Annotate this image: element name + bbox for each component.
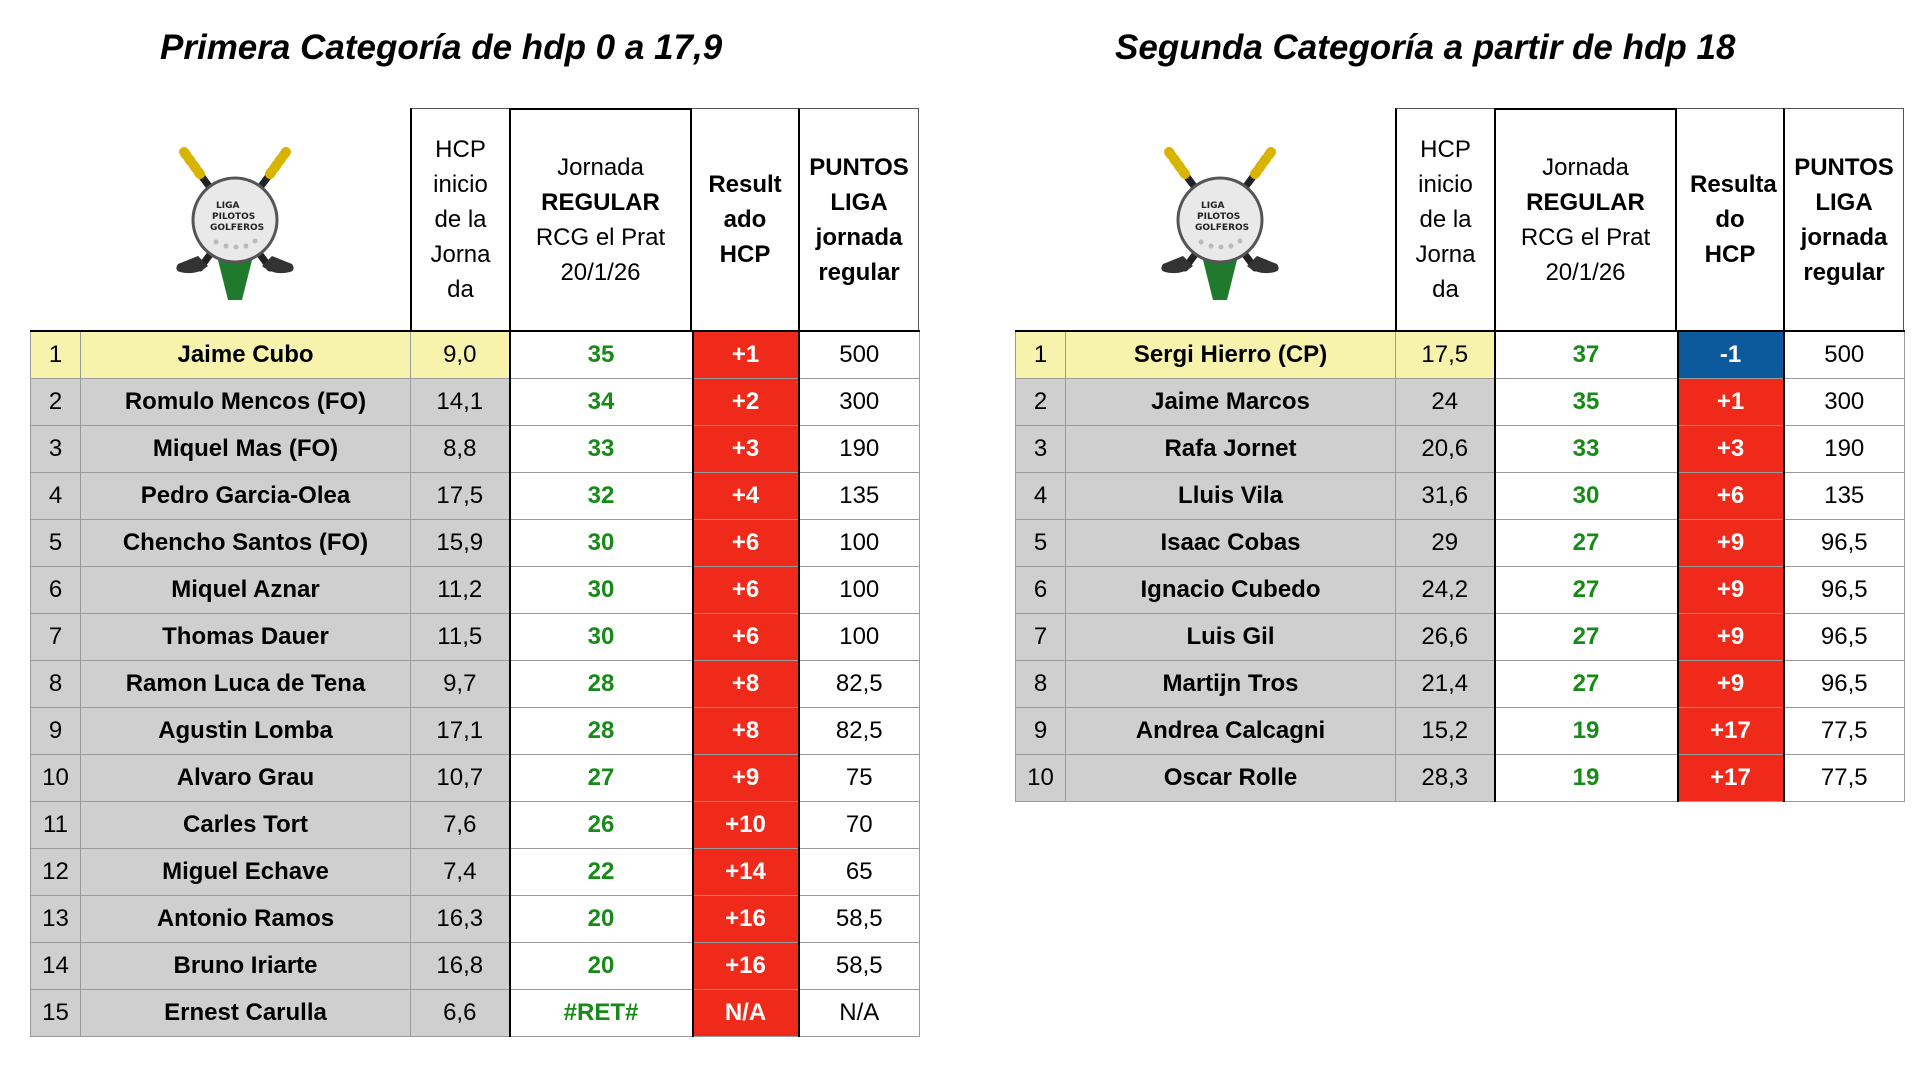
hcp-inicio-cell: 20,6 [1396,425,1495,472]
jornada-score-cell: 20 [510,942,693,989]
table-row [31,707,920,754]
table-row [1016,378,1905,425]
puntos-liga-cell: 70 [799,801,920,848]
position-cell: 8 [1016,660,1066,707]
ranking-table [30,330,920,1037]
hcp-inicio-cell: 31,6 [1396,472,1495,519]
puntos-liga-cell: 82,5 [799,707,920,754]
player-name-cell: Miquel Mas (FO) [81,425,411,472]
player-name-cell: Romulo Mencos (FO) [81,378,411,425]
resultado-hcp-cell: +9 [1678,566,1784,613]
resultado-hcp-cell: +9 [1678,519,1784,566]
puntos-liga-cell: 65 [799,848,920,895]
jornada-score-cell: 30 [510,613,693,660]
puntos-liga-cell: 96,5 [1784,613,1905,660]
table-row [1016,613,1905,660]
puntos-liga-cell: 100 [799,613,920,660]
puntos-liga-cell: N/A [799,989,920,1036]
header-hcp-inicio: HCP inicio de la Jorna da [410,108,509,330]
hcp-inicio-cell: 21,4 [1396,660,1495,707]
table-row [31,378,920,425]
position-cell: 2 [1016,378,1066,425]
hcp-inicio-cell: 11,5 [411,613,510,660]
position-cell: 5 [31,519,81,566]
hcp-inicio-cell: 28,3 [1396,754,1495,801]
table-row [1016,519,1905,566]
table-row [31,425,920,472]
hcp-inicio-cell: 11,2 [411,566,510,613]
position-cell: 4 [31,472,81,519]
position-cell: 2 [31,378,81,425]
position-cell: 7 [31,613,81,660]
resultado-hcp-cell: +16 [693,895,799,942]
jornada-score-cell: 26 [510,801,693,848]
hcp-inicio-cell: 16,8 [411,942,510,989]
puntos-liga-cell: 96,5 [1784,566,1905,613]
resultado-hcp-cell: +8 [693,660,799,707]
resultado-hcp-cell: +2 [693,378,799,425]
player-name-cell: Miguel Echave [81,848,411,895]
puntos-liga-cell: 300 [1784,378,1905,425]
puntos-liga-cell: 100 [799,566,920,613]
table-row [31,895,920,942]
table-row [31,989,920,1036]
player-name-cell: Bruno Iriarte [81,942,411,989]
resultado-hcp-cell: +9 [1678,613,1784,660]
jornada-score-cell: 27 [1495,566,1678,613]
table-row [31,519,920,566]
player-name-cell: Andrea Calcagni [1066,707,1396,754]
ranking-table [1015,330,1905,802]
jornada-score-cell: 34 [510,378,693,425]
player-name-cell: Luis Gil [1066,613,1396,660]
puntos-liga-cell: 100 [799,519,920,566]
table-header [1015,108,1904,330]
hcp-inicio-cell: 15,2 [1396,707,1495,754]
jornada-score-cell: 30 [1495,472,1678,519]
player-name-cell: Rafa Jornet [1066,425,1396,472]
table-header [30,108,919,330]
player-name-cell: Jaime Cubo [81,331,411,378]
table-row [1016,707,1905,754]
puntos-liga-cell: 96,5 [1784,660,1905,707]
hcp-inicio-cell: 9,0 [411,331,510,378]
logo-text-line: LIGA [216,201,240,211]
jornada-score-cell: 19 [1495,707,1678,754]
jornada-score-cell: 28 [510,660,693,707]
hcp-inicio-cell: 15,9 [411,519,510,566]
player-name-cell: Thomas Dauer [81,613,411,660]
resultado-hcp-cell: +8 [693,707,799,754]
table-row [31,848,920,895]
position-cell: 7 [1016,613,1066,660]
puntos-liga-cell: 190 [1784,425,1905,472]
puntos-liga-cell: 58,5 [799,895,920,942]
resultado-hcp-cell: +1 [1678,378,1784,425]
table-row [31,472,920,519]
resultado-hcp-cell: +9 [1678,660,1784,707]
jornada-score-cell: 27 [1495,519,1678,566]
puntos-liga-cell: 135 [799,472,920,519]
jornada-score-cell: 33 [510,425,693,472]
resultado-hcp-cell: +10 [693,801,799,848]
player-name-cell: Carles Tort [81,801,411,848]
table-row [31,331,920,378]
resultado-hcp-cell: +16 [693,942,799,989]
jornada-score-cell: 27 [1495,613,1678,660]
table-row [31,660,920,707]
position-cell: 4 [1016,472,1066,519]
player-name-cell: Antonio Ramos [81,895,411,942]
resultado-hcp-cell: +14 [693,848,799,895]
jornada-score-cell: #RET# [510,989,693,1036]
jornada-score-cell: 37 [1495,331,1678,378]
hcp-inicio-cell: 7,4 [411,848,510,895]
position-cell: 9 [31,707,81,754]
resultado-hcp-cell: +6 [693,519,799,566]
player-name-cell: Agustin Lomba [81,707,411,754]
table-row [1016,425,1905,472]
puntos-liga-cell: 96,5 [1784,519,1905,566]
hcp-inicio-cell: 29 [1396,519,1495,566]
puntos-liga-cell: 77,5 [1784,754,1905,801]
table-row [31,942,920,989]
jornada-score-cell: 35 [510,331,693,378]
resultado-hcp-cell: +17 [1678,707,1784,754]
player-name-cell: Martijn Tros [1066,660,1396,707]
jornada-score-cell: 27 [1495,660,1678,707]
position-cell: 1 [31,331,81,378]
header-resultado-hcp: Result ado HCP [692,108,798,330]
jornada-score-cell: 33 [1495,425,1678,472]
hcp-inicio-cell: 7,6 [411,801,510,848]
header-jornada: Jornada REGULAR RCG el Prat 20/1/26 [509,108,692,330]
position-cell: 10 [31,754,81,801]
liga-pilotos-golferos-logo [150,138,320,308]
puntos-liga-cell: 75 [799,754,920,801]
table-row [31,613,920,660]
player-name-cell: Ignacio Cubedo [1066,566,1396,613]
jornada-score-cell: 30 [510,566,693,613]
hcp-inicio-cell: 14,1 [411,378,510,425]
resultado-hcp-cell: -1 [1678,331,1784,378]
hcp-inicio-cell: 8,8 [411,425,510,472]
jornada-score-cell: 35 [1495,378,1678,425]
puntos-liga-cell: 500 [1784,331,1905,378]
jornada-score-cell: 27 [510,754,693,801]
player-name-cell: Alvaro Grau [81,754,411,801]
header-puntos-liga: PUNTOS LIGA jornada regular [1783,108,1904,330]
resultado-hcp-cell: +6 [1678,472,1784,519]
hcp-inicio-cell: 24,2 [1396,566,1495,613]
jornada-score-cell: 30 [510,519,693,566]
category-title: Segunda Categoría a partir de hdp 18 [1115,28,1736,67]
hcp-inicio-cell: 17,1 [411,707,510,754]
resultado-hcp-cell: +6 [693,566,799,613]
resultado-hcp-cell: +9 [693,754,799,801]
player-name-cell: Lluis Vila [1066,472,1396,519]
table-row [1016,566,1905,613]
position-cell: 6 [31,566,81,613]
resultado-hcp-cell: N/A [693,989,799,1036]
player-name-cell: Miquel Aznar [81,566,411,613]
table-row [31,566,920,613]
logo-text-line: PILOTOS [212,212,256,222]
jornada-score-cell: 20 [510,895,693,942]
table-row [31,801,920,848]
resultado-hcp-cell: +17 [1678,754,1784,801]
hcp-inicio-cell: 10,7 [411,754,510,801]
logo-text-line: PILOTOS [1197,212,1241,222]
player-name-cell: Chencho Santos (FO) [81,519,411,566]
jornada-score-cell: 19 [1495,754,1678,801]
table-row [1016,754,1905,801]
puntos-liga-cell: 77,5 [1784,707,1905,754]
header-hcp-inicio: HCP inicio de la Jorna da [1395,108,1494,330]
hcp-inicio-cell: 17,5 [411,472,510,519]
position-cell: 14 [31,942,81,989]
position-cell: 15 [31,989,81,1036]
hcp-inicio-cell: 24 [1396,378,1495,425]
player-name-cell: Sergi Hierro (CP) [1066,331,1396,378]
position-cell: 1 [1016,331,1066,378]
hcp-inicio-cell: 6,6 [411,989,510,1036]
resultado-hcp-cell: +1 [693,331,799,378]
table-row [1016,660,1905,707]
puntos-liga-cell: 190 [799,425,920,472]
position-cell: 10 [1016,754,1066,801]
resultado-hcp-cell: +3 [693,425,799,472]
position-cell: 6 [1016,566,1066,613]
position-cell: 5 [1016,519,1066,566]
player-name-cell: Ramon Luca de Tena [81,660,411,707]
puntos-liga-cell: 500 [799,331,920,378]
position-cell: 3 [1016,425,1066,472]
hcp-inicio-cell: 26,6 [1396,613,1495,660]
player-name-cell: Oscar Rolle [1066,754,1396,801]
player-name-cell: Ernest Carulla [81,989,411,1036]
logo-text-line: LIGA [1201,201,1225,211]
table-row [1016,331,1905,378]
position-cell: 12 [31,848,81,895]
liga-pilotos-golferos-logo [1135,138,1305,308]
jornada-score-cell: 28 [510,707,693,754]
position-cell: 8 [31,660,81,707]
position-cell: 13 [31,895,81,942]
position-cell: 9 [1016,707,1066,754]
header-resultado-hcp: Resulta do HCP [1677,108,1783,330]
hcp-inicio-cell: 16,3 [411,895,510,942]
hcp-inicio-cell: 17,5 [1396,331,1495,378]
resultado-hcp-cell: +6 [693,613,799,660]
puntos-liga-cell: 82,5 [799,660,920,707]
table-row [31,754,920,801]
table-row [1016,472,1905,519]
player-name-cell: Pedro Garcia-Olea [81,472,411,519]
header-puntos-liga: PUNTOS LIGA jornada regular [798,108,919,330]
puntos-liga-cell: 58,5 [799,942,920,989]
logo-text-line: GOLFEROS [210,223,265,233]
category-title: Primera Categoría de hdp 0 a 17,9 [160,28,723,67]
resultado-hcp-cell: +4 [693,472,799,519]
logo-text-line: GOLFEROS [1195,223,1250,233]
position-cell: 3 [31,425,81,472]
position-cell: 11 [31,801,81,848]
jornada-score-cell: 32 [510,472,693,519]
jornada-score-cell: 22 [510,848,693,895]
header-jornada: Jornada REGULAR RCG el Prat 20/1/26 [1494,108,1677,330]
player-name-cell: Jaime Marcos [1066,378,1396,425]
player-name-cell: Isaac Cobas [1066,519,1396,566]
puntos-liga-cell: 135 [1784,472,1905,519]
resultado-hcp-cell: +3 [1678,425,1784,472]
hcp-inicio-cell: 9,7 [411,660,510,707]
puntos-liga-cell: 300 [799,378,920,425]
